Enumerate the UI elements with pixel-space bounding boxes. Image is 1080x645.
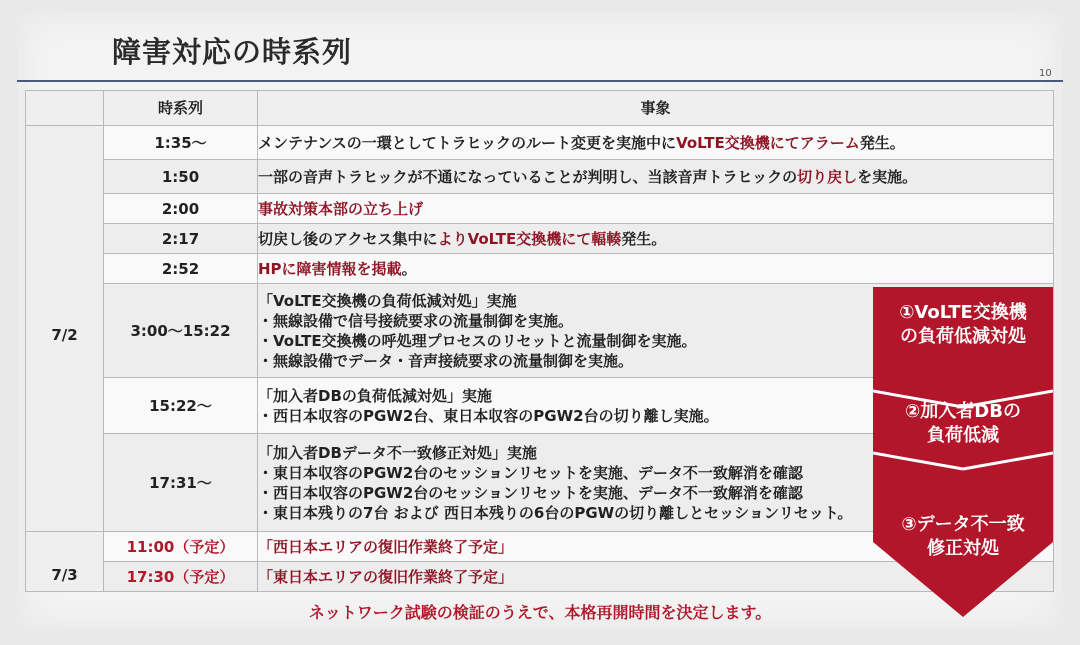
arrow-stage-2 [873,400,1053,448]
event-cell [258,254,1054,284]
arrow-stage-1 [873,301,1053,349]
event-text-segment: 切戻し後のアクセス集中に [258,229,438,248]
time-cell: 1:35～ [104,126,258,160]
event-text-segment: 事故対策本部の立ち上げ [258,199,424,218]
event-text-line: 「VoLTE交換機の負荷低減対処」実施 [258,291,517,310]
event-text-segment: VoLTE交換機にてアラーム [676,133,860,152]
event-text-segment: を実施。 [857,167,918,186]
table-row [26,160,1054,194]
event-text-line: ・西日本収容のPGW2台のセッションリセットを実施、データ不一致解消を確認 [258,483,803,502]
time-cell: 15:22～ [104,378,258,434]
date-cell: 7/3 [26,532,104,592]
slide-title: 障害対応の時系列 [112,35,353,69]
footer-note: ネットワーク試験の検証のうえで、本格再開時間を決定します。 [308,603,772,622]
header-event: 事象 [258,91,1054,126]
event-text-line: ・西日本収容のPGW2台、東日本収容のPGW2台の切り離し実施。 [258,406,719,425]
header-blank [26,91,104,126]
event-text-segment: メンテナンスの一環としてトラヒックのルート変更を実施中に [258,133,677,152]
event-text-segment: HPに障害情報を掲載 [258,259,402,278]
event-text-line: 「加入者DBの負荷低減対処」実施 [258,386,492,405]
table-row [26,224,1054,254]
time-cell: 1:50 [104,160,258,194]
event-text-segment: よりVoLTE交換機にて輻輳 [437,229,622,248]
page-number: 10 [1039,68,1052,79]
date-cell: 7/2 [26,126,104,532]
table-row [26,254,1054,284]
event-text-line: ・無線設備でデータ・音声接続要求の流量制御を実施。 [258,351,634,370]
phase-arrow [873,287,1053,617]
event-cell [258,160,1054,194]
time-cell: 2:00 [104,194,258,224]
table-row [26,126,1054,160]
event-text-line: 「加入者DBデータ不一致修正対処」実施 [258,443,537,462]
event-cell [258,194,1054,224]
stage-1-line-2: の負荷低減対処 [900,326,1026,347]
header-time: 時系列 [104,91,258,126]
time-cell: 17:31～ [104,434,258,532]
event-cell [258,126,1054,160]
event-cell [258,224,1054,254]
time-cell: 11:00（予定） [104,532,258,562]
event-text-line: ・東日本収容のPGW2台のセッションリセットを実施、データ不一致解消を確認 [258,463,803,482]
event-text-segment: 発生。 [621,229,667,248]
stage-2-line-2: 負荷低減 [927,425,999,446]
slide [17,12,1063,629]
stage-3-line-1: ③データ不一致 [901,514,1025,535]
table-row [26,194,1054,224]
event-text-line: ・東日本残りの7台 および 西日本残りの6台のPGWの切り離しとセッションリセット。 [258,503,853,522]
event-text-line: ・無線設備で信号接続要求の流量制御を実施。 [258,311,574,330]
stage-1-line-1: ①VoLTE交換機 [899,302,1027,323]
stage-2-line-1: ②加入者DBの [905,401,1021,422]
event-text-segment: 「西日本エリアの復旧作業終了予定」 [258,537,514,556]
event-text-segment: 発生。 [859,133,905,152]
event-text-segment: 切り戻し [797,167,858,186]
arrow-stage-3 [873,513,1053,561]
time-cell: 3:00～15:22 [104,284,258,378]
event-text-segment: 「東日本エリアの復旧作業終了予定」 [258,567,514,586]
event-text-segment: 一部の音声トラヒックが不通になっていることが判明し、当該音声トラヒックの [258,167,798,186]
time-cell: 2:17 [104,224,258,254]
table-header-row [26,91,1054,126]
event-text-segment: 。 [401,259,417,278]
time-cell: 17:30（予定） [104,562,258,592]
title-divider [17,80,1063,82]
event-text-line: ・VoLTE交換機の呼処理プロセスのリセットと流量制御を実施。 [258,331,697,350]
stage-3-line-2: 修正対処 [927,538,999,559]
time-cell: 2:52 [104,254,258,284]
